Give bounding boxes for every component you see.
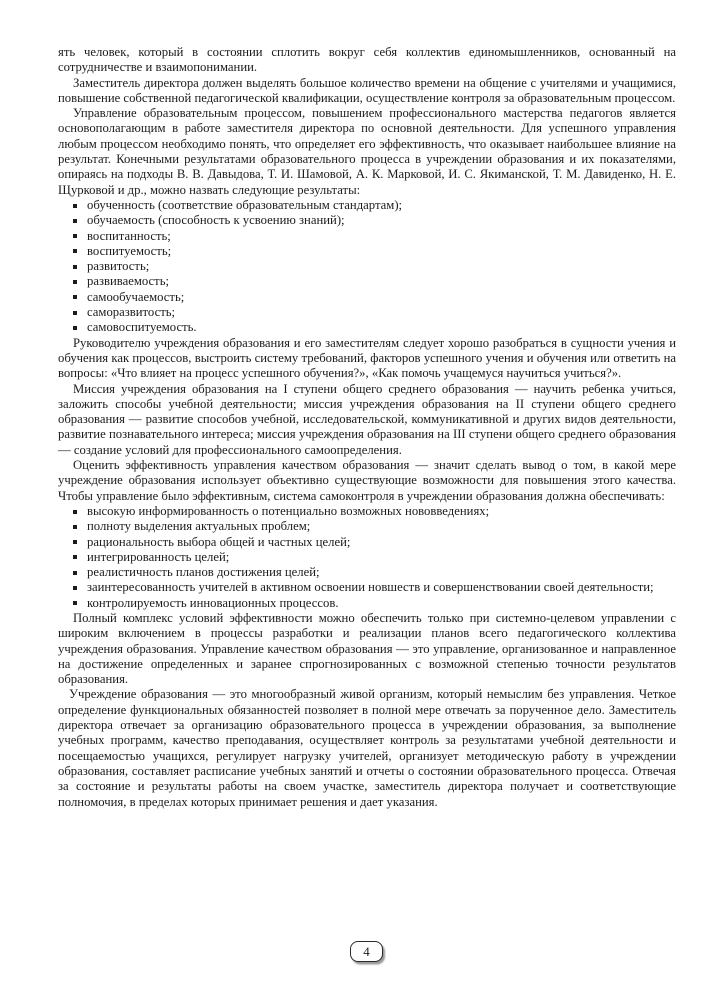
list-item: [58, 305, 676, 320]
square-bullet-icon: [73, 525, 77, 529]
page-number: 4: [363, 943, 370, 959]
list-item-text: рациональность выбора общей и частных целей;: [87, 534, 351, 549]
list-item-text: реалистичность планов достижения целей;: [87, 565, 320, 580]
paragraph-deputy-director-time: Заместитель директора должен выделять большое количество времени на общение с учителями и учащимися, повышение собственной педагогической квалификации, осуществление контроля за образовательным процессом.: [58, 75, 676, 105]
square-bullet-icon: [73, 601, 77, 605]
list-item: [58, 535, 676, 550]
square-bullet-icon: [73, 265, 77, 269]
list-item-text: самообучаемость;: [87, 289, 185, 304]
paragraph-quality-assessment: Оценить эффективность управления качеством образования — значит сделать вывод о том, в какой мере учреждение образования использует объективно существующие возможности для повышения этого качества. Чтобы управление было эффективным, система самоконтроля в учреждении образования должна обеспечивать:: [58, 458, 676, 503]
list-item: [58, 198, 676, 213]
list-item-text: воспитанность;: [87, 228, 171, 243]
list-item-text: развиваемость;: [87, 274, 170, 289]
list-item: [58, 320, 676, 335]
square-bullet-icon: [73, 540, 77, 544]
list-item: [58, 504, 676, 519]
paragraph-management-results: Управление образовательным процессом, повышением профессионального мастерства педагогов является основополагающим в работе заместителя директора по основной деятельности. Для успешного управления любым процессом необходимо понять, что определяет его эффективность, что оказывает наибольшее влияние на результат. Конечными результатами образовательного процесса в учреждении образования и их показателями, опираясь на подходы В. В. Давыдова, Т. И. Шамовой, А. К. Марковой, И. С. Якиманской, Т. М. Давиденко, Н. Е. Щурковой и др., можно назвать следующие результаты:: [58, 106, 676, 197]
square-bullet-icon: [73, 204, 77, 208]
square-bullet-icon: [73, 295, 77, 299]
page-number-badge: [350, 941, 383, 962]
list-item-text: полноту выделения актуальных проблем;: [87, 519, 311, 534]
bullet-list-selfcontrol: [58, 504, 676, 611]
paragraph-head-questions: Руководителю учреждения образования и его заместителям следует хорошо разобраться в сущности учения и обучения как процессов, выстроить систему требований, факторов успешного учения и обучения или ответить на вопросы: «Что влияет на процесс успешного обучения?», «Как помочь учащемуся научиться учиться?».: [58, 335, 676, 381]
square-bullet-icon: [73, 280, 77, 284]
square-bullet-icon: [73, 555, 77, 559]
list-item-text: обучаемость (способность к усвоению знаний);: [87, 213, 345, 228]
square-bullet-icon: [73, 234, 77, 238]
list-item-text: заинтересованность учителей в активном освоении новшеств и совершенствовании своей деятельности;: [87, 580, 654, 595]
list-item: [58, 244, 676, 259]
list-item: [58, 565, 676, 580]
page-body: [58, 45, 676, 810]
list-item-text: развитость;: [87, 259, 150, 274]
paragraph-effectiveness-conditions: Полный комплекс условий эффективности можно обеспечить только при системно-целевом управлении с широким включением в процессы разработки и реализации планов всего педагогического коллектива учреждения образования. Управление качеством образования — это управление, организованное и направленное на достижение определенных и заранее спрогнозированных с возможной степенью точности результатов образования.: [58, 610, 676, 687]
square-bullet-icon: [73, 326, 77, 330]
list-item: [58, 259, 676, 274]
square-bullet-icon: [73, 249, 77, 253]
list-item-text: обученность (соответствие образовательным стандартам);: [87, 197, 403, 212]
list-item-text: саморазвитость;: [87, 305, 176, 320]
list-item: [58, 274, 676, 289]
list-item: [58, 519, 676, 534]
list-item: [58, 290, 676, 305]
list-item: [58, 550, 676, 565]
paragraph-continuation: ять человек, который в состоянии сплотить вокруг себя коллектив единомышленников, основанный на сотрудничестве и взаимопонимании.: [58, 45, 676, 75]
paragraph-mission: Миссия учреждения образования на I ступени общего среднего образования — научить ребенка учиться, заложить способы учебной деятельности; миссия учреждения образования на II ступени общего среднего образования — развитие способов учебной, исследовательской, коммуникативной и других видов деятельности, развитие познавательного интереса; миссия учреждения образования на III ступени общего среднего образования — создание условий для профессионального самоопределения.: [58, 381, 676, 457]
paragraph-institution-organism: Учреждение образования — это многообразный живой организм, который немыслим без управления. Четкое определение функциональных обязанностей позволяет в полной мере отвечать за порученное дело. Заместитель директора отвечает за организацию образовательного процесса в учреждении образования, за выполнение учебных программ, качество преподавания, осуществляет контроль за результатами учебной деятельности и посещаемостью учащихся, регулирует нагрузку учителей, организует методическую работу в учреждении образования, составляет расписание учебных занятий и отчеты о состоянии образовательного процесса. Отвечая за состояние и результаты работы на своем участке, заместитель директора получает и соответствующие полномочия, в пределах которых принимает решения и дает указания.: [58, 687, 676, 809]
bullet-list-results: [58, 198, 676, 336]
list-item-text: самовоспитуемость.: [87, 320, 197, 335]
square-bullet-icon: [73, 311, 77, 315]
square-bullet-icon: [73, 219, 77, 223]
list-item-text: высокую информированность о потенциально возможных нововведениях;: [87, 503, 490, 518]
list-item-text: воспитуемость;: [87, 243, 172, 258]
square-bullet-icon: [73, 586, 77, 590]
list-item: [58, 213, 676, 228]
list-item: [58, 229, 676, 244]
list-item: [58, 580, 676, 595]
list-item: [58, 596, 676, 611]
square-bullet-icon: [73, 510, 77, 514]
square-bullet-icon: [73, 571, 77, 575]
list-item-text: контролируемость инновационных процессов.: [87, 595, 339, 610]
list-item-text: интегрированность целей;: [87, 549, 230, 564]
